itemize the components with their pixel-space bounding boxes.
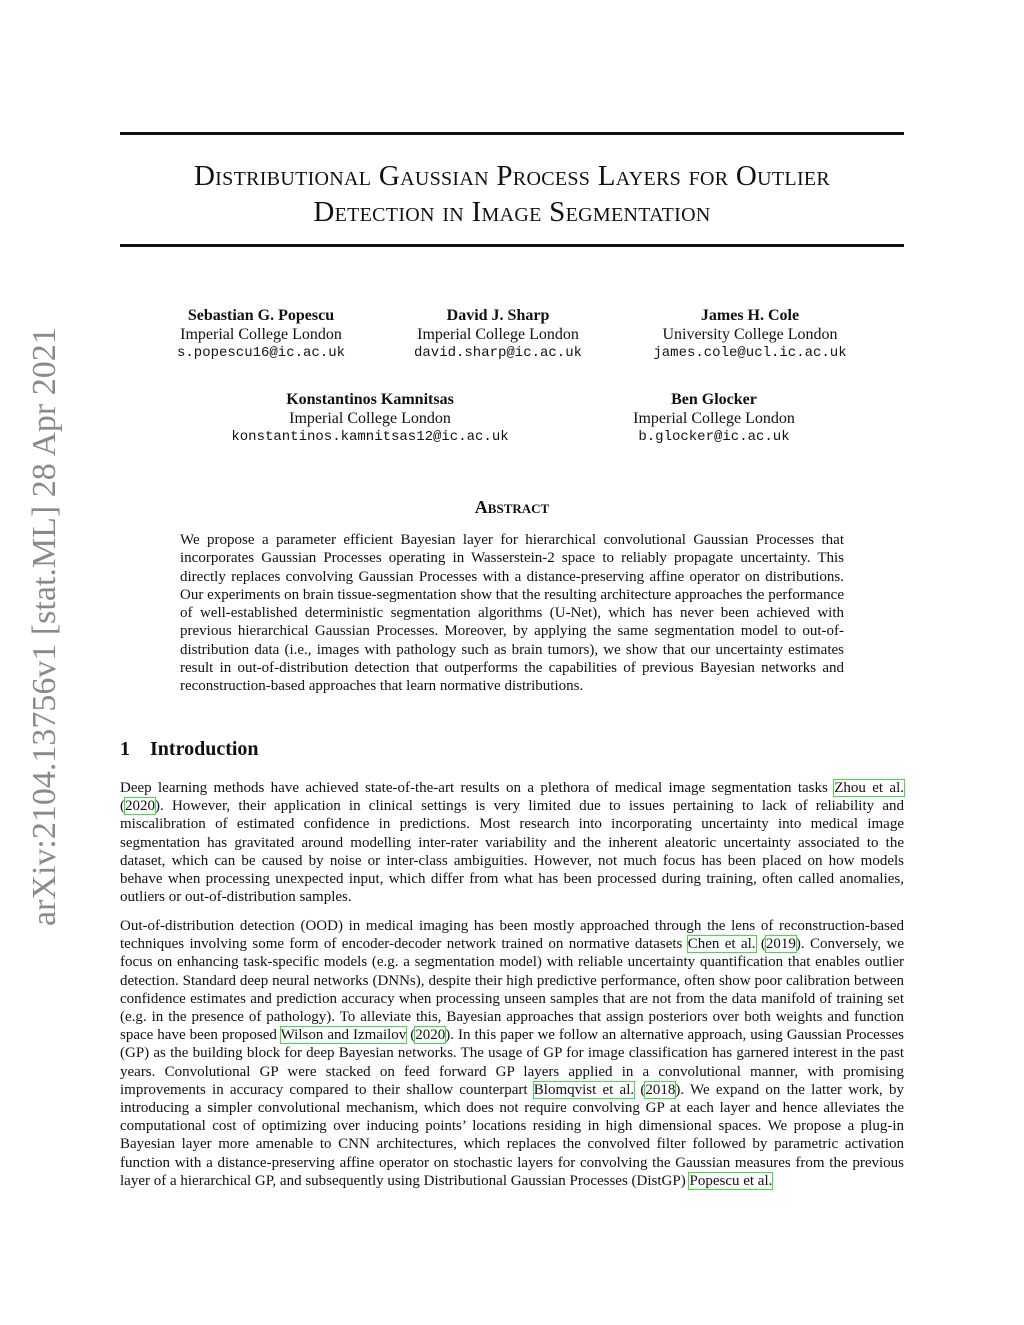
citation-link[interactable]: Chen et al. bbox=[687, 936, 756, 953]
intro-paragraph-1: Deep learning methods have achieved state-of-the-art results on a plethora of medical image segmentation tasks Zhou et al. (2020). However, their application in clinical settings is very limited due to issues pertaining to lack of reliability and miscalibration of estimated confidence in predictions. Most research into incorporating uncertainty into medical image segmentation has gravitated around modelling inter-rater variability and the inherent aleatoric uncertainty associated to the dataset, which can be caused by noise or inter-class ambiguities. However, not much focus has been placed on how models behave when processing unexpected input, which differ from what has been processed during training, often called anomalies, outliers or out-of-distribution samples. bbox=[120, 780, 904, 906]
author-affiliation: Imperial College London bbox=[417, 325, 579, 343]
author-name: Sebastian G. Popescu bbox=[187, 307, 335, 324]
author-block bbox=[398, 307, 598, 363]
arxiv-identifier-stamp: arXiv:2104.13756v1 [stat.ML] 28 Apr 2021 bbox=[26, 327, 63, 926]
citation-link[interactable]: Popescu et al. bbox=[689, 1172, 773, 1189]
author-affiliation: Imperial College London bbox=[180, 325, 342, 343]
author-block bbox=[220, 391, 520, 447]
author-name: Ben Glocker bbox=[671, 391, 757, 408]
author-email[interactable]: david.sharp@ic.ac.uk bbox=[413, 345, 583, 361]
paragraph-text: . However, their application in clinical settings is very limited due to issues pertaining to lack of reliability and miscalibration of estimated confidence in predictions. Most research into incorporating uncertainty into medical image segmentation has gravitated around modelling inter-rater variability and the inherent aleatoric uncertainty associated to the dataset, which can be caused by noise or inter-class ambiguities. However, not much focus has been placed on how models behave when processing unexpected input, which differ from what has been processed during training, often called anomalies, outliers or out-of-distribution samples. bbox=[120, 798, 904, 906]
section-title: Introduction bbox=[150, 738, 259, 760]
author-email[interactable]: b.glocker@ic.ac.uk bbox=[638, 429, 790, 445]
paper-title bbox=[120, 158, 904, 230]
title-line-1: Distributional Gaussian Process Layers for Outlier bbox=[193, 160, 831, 192]
paragraph-text: Out-of-distribution detection (OOD) in medical imaging has been mostly approached through the lens of reconstruction-based techniques involving some form of encoder-decoder network trained on normative datasets bbox=[120, 918, 904, 953]
author-name: Konstantinos Kamnitsas bbox=[286, 391, 454, 408]
citation-year-link[interactable]: 2020 bbox=[125, 798, 155, 815]
paragraph-text: . In this paper we follow an alternative approach, using Gaussian Processes (GP) as the building block for deep Bayesian networks. The usage of GP for image classification has garnered interest in the past years. Convolutional GP were stacked on feed forward GP layers applied in a convolutional manner, with promising improvements in accuracy compared to their shallow counterpart bbox=[120, 1027, 904, 1098]
author-email[interactable]: s.popescu16@ic.ac.uk bbox=[176, 345, 346, 361]
citation-link[interactable]: Blomqvist et al. bbox=[533, 1081, 635, 1098]
intro-paragraph-2: Out-of-distribution detection (OOD) in medical imaging has been mostly approached through the lens of reconstruction-based techniques involving some form of encoder-decoder network trained on normative datasets Chen et al. (2019). Conversely, we focus on enhancing task-specific models (e.g. a segmentation model) with reliable uncertainty quantification that enables outlier detection. Standard deep neural networks (DNNs), despite their high predictive performance, often show poor calibration between confidence estimates and prediction accuracy when processing unseen samples that are not from the data manifold of training set (e.g. in the presence of pathology). To alleviate this, Bayesian approaches that assign posteriors over both weights and function space have been proposed Wilson and Izmailov (2020). In this paper we follow an alternative approach, using Gaussian Processes (GP) as the building block for deep Bayesian networks. The usage of GP for image classification has garnered interest in the past years. Convolutional GP were stacked on feed forward GP layers applied in a convolutional manner, with promising improvements in accuracy compared to their shallow counterpart Blomqvist et al. (2018). We expand on the latter work, by introducing a simpler convolutional mechanism, which does not require convolving GP at each layer and hence alleviates the computational cost of optimizing over inducing points’ locations residing in high dimensional spaces. We propose a plug-in Bayesian layer more amenable to CNN architectures, which replaces the convolved filter followed by parametric activation function with a distance-preserving affine operator on stochastic layers for convolving the Gaussian measures from the previous layer of a hierarchical GP, and subsequently using Distributional Gaussian Processes (DistGP) Popescu et al. bbox=[120, 918, 904, 1189]
paragraph-text: . Conversely, we focus on enhancing task-specific models (e.g. a segmentation model) with reliable uncertainty quantification that enables outlier detection. Standard deep neural networks (DNNs), despite their high predictive performance, often show poor calibration between confidence estimates and prediction accuracy when processing unseen samples that are not from the data manifold of training set (e.g. in the presence of pathology). To alleviate this, Bayesian approaches that assign posteriors over both weights and function space have been proposed bbox=[120, 936, 904, 1044]
title-line-2: Detection in Image Segmentation bbox=[313, 196, 711, 228]
author-block bbox=[640, 307, 860, 363]
author-block bbox=[161, 307, 361, 363]
title-bottom-rule bbox=[120, 244, 904, 247]
author-affiliation: Imperial College London bbox=[633, 409, 795, 427]
title-top-rule bbox=[120, 132, 904, 135]
author-email[interactable]: james.cole@ucl.ic.ac.uk bbox=[653, 345, 847, 361]
author-affiliation: University College London bbox=[662, 325, 838, 343]
citation-year-link[interactable]: 2020 bbox=[415, 1027, 446, 1044]
section-heading-introduction bbox=[120, 738, 259, 761]
author-block bbox=[614, 391, 814, 447]
abstract-heading: Abstract bbox=[474, 497, 550, 517]
author-affiliation: Imperial College London bbox=[289, 409, 451, 427]
paragraph-text: Deep learning methods have achieved state-of-the-art results on a plethora of medical image segmentation tasks bbox=[120, 780, 835, 796]
abstract-body: We propose a parameter efficient Bayesian layer for hierarchical convolutional Gaussian Processes that incorporates Gaussian Processes operating in Wasserstein-2 space to reliably propagate uncertainty. This directly replaces convolving Gaussian Processes with a distance-preserving affine operator on distributions. Our experiments on brain tissue-segmentation show that the resulting architecture approaches the performance of well-established deterministic segmentation algorithms (U-Net), which has never been achieved with previous hierarchical Gaussian Processes. Moreover, by applying the same segmentation model to out-of-distribution data (i.e., images with pathology such as brain tumors), we show that our uncertainty estimates result in out-of-distribution detection that outperforms the capabilities of previous Bayesian networks and reconstruction-based approaches that learn normative distributions. bbox=[180, 532, 844, 695]
paragraph-text: . We expand on the latter work, by introducing a simpler convolutional mechanism, which does not require convolving GP at each layer and hence alleviates the computational cost of optimizing over inducing points’ locations residing in high dimensional spaces. We propose a plug-in Bayesian layer more amenable to CNN architectures, which replaces the convolved filter followed by parametric activation function with a distance-preserving affine operator on stochastic layers for convolving the Gaussian measures from the previous layer of a hierarchical GP, and subsequently using Distributional Gaussian Processes (DistGP) bbox=[120, 1081, 904, 1189]
citation-link[interactable]: Zhou et al. bbox=[834, 780, 904, 796]
author-email[interactable]: konstantinos.kamnitsas12@ic.ac.uk bbox=[231, 429, 509, 445]
section-number: 1 bbox=[120, 738, 130, 760]
citation-year-link[interactable]: 2019 bbox=[765, 936, 796, 953]
author-name: David J. Sharp bbox=[446, 307, 550, 324]
author-name: James H. Cole bbox=[700, 307, 800, 324]
citation-link[interactable]: Wilson and Izmailov bbox=[280, 1027, 407, 1044]
citation-year-link[interactable]: 2018 bbox=[645, 1081, 676, 1098]
